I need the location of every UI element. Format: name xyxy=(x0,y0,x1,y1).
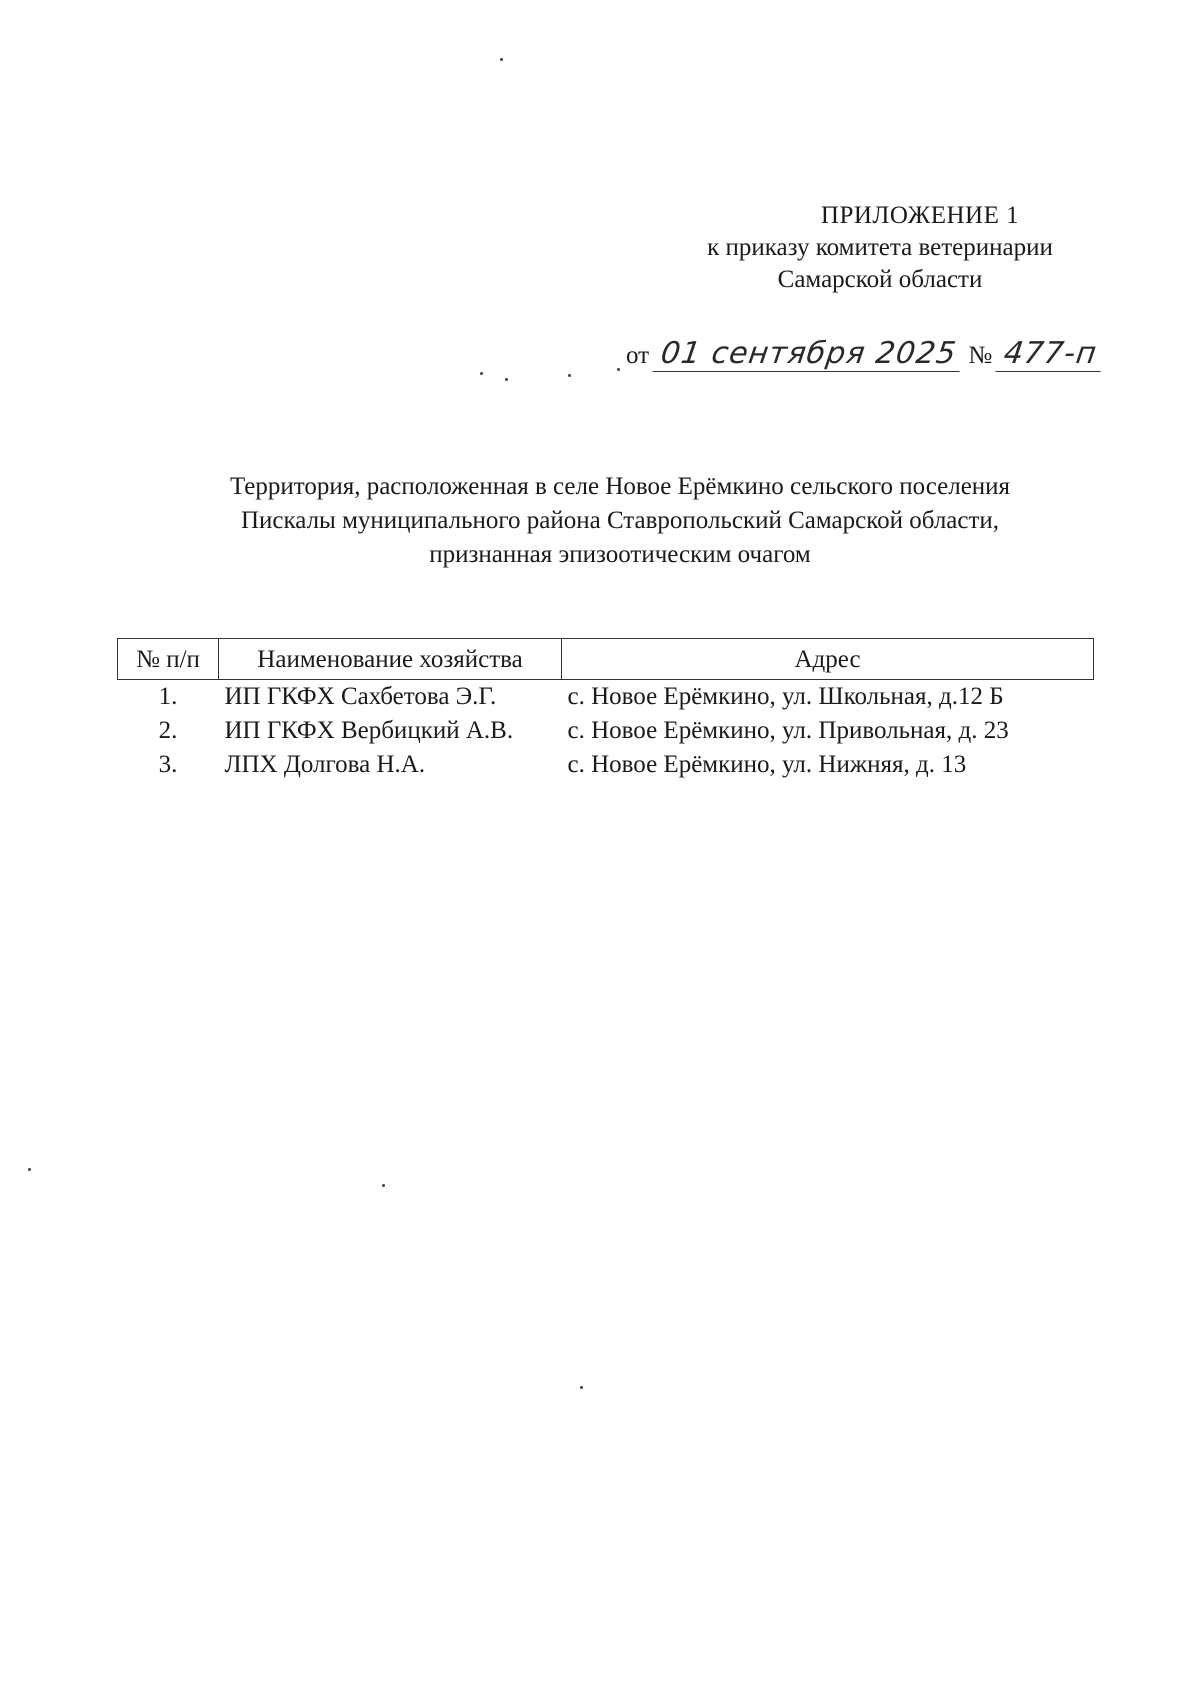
heading-line: Пискалы муниципального района Ставропольский Самарской области, xyxy=(240,507,1000,534)
table-row xyxy=(118,714,1094,748)
scan-speck xyxy=(568,374,571,377)
order-from-label: от xyxy=(626,342,650,369)
row-number: 3. xyxy=(158,751,178,778)
table-header-row xyxy=(118,639,1094,680)
heading-line: Территория, расположенная в селе Новое Ерёмкино сельского поселения xyxy=(229,473,1011,500)
scan-speck xyxy=(617,368,620,371)
appendix-subtitle: к приказу комитета ветеринарии xyxy=(707,234,1053,261)
row-address: с. Новое Ерёмкино, ул. Нижняя, д. 13 xyxy=(567,751,967,778)
scan-speck xyxy=(28,1168,31,1171)
row-number: 2. xyxy=(158,717,178,744)
order-number-label: № xyxy=(968,342,993,369)
row-farm-name: ИП ГКФХ Сахбетова Э.Г. xyxy=(224,683,497,710)
row-address: с. Новое Ерёмкино, ул. Школьная, д.12 Б xyxy=(567,683,1004,710)
table-row xyxy=(118,748,1094,782)
scan-speck xyxy=(480,372,483,375)
appendix-region: Самарской области xyxy=(777,266,983,293)
row-number: 1. xyxy=(158,683,178,710)
row-farm-name: ЛПХ Долгова Н.А. xyxy=(224,751,426,778)
header-number: № п/п xyxy=(118,639,219,680)
scan-speck xyxy=(505,378,508,381)
header-address: Адрес xyxy=(562,639,1094,680)
row-farm-name: ИП ГКФХ Вербицкий А.В. xyxy=(224,717,514,744)
order-number-handwritten: 477-п xyxy=(996,336,1106,372)
appendix-title: ПРИЛОЖЕНИЕ 1 xyxy=(820,202,1020,229)
scan-speck xyxy=(580,1386,583,1389)
scan-speck xyxy=(382,1184,385,1187)
table-row xyxy=(118,680,1094,715)
row-address: с. Новое Ерёмкино, ул. Привольная, д. 23 xyxy=(567,717,1009,744)
header-farm-name: Наименование хозяйства xyxy=(219,639,562,680)
appendix-header xyxy=(660,200,1100,296)
order-date-handwritten: 01 сентября 2025 xyxy=(653,336,965,372)
heading-line: признанная эпизоотическим очагом xyxy=(429,541,811,568)
order-reference xyxy=(620,336,1103,380)
scan-speck xyxy=(500,58,503,61)
farms-table xyxy=(117,638,1094,782)
document-heading xyxy=(130,470,1110,572)
